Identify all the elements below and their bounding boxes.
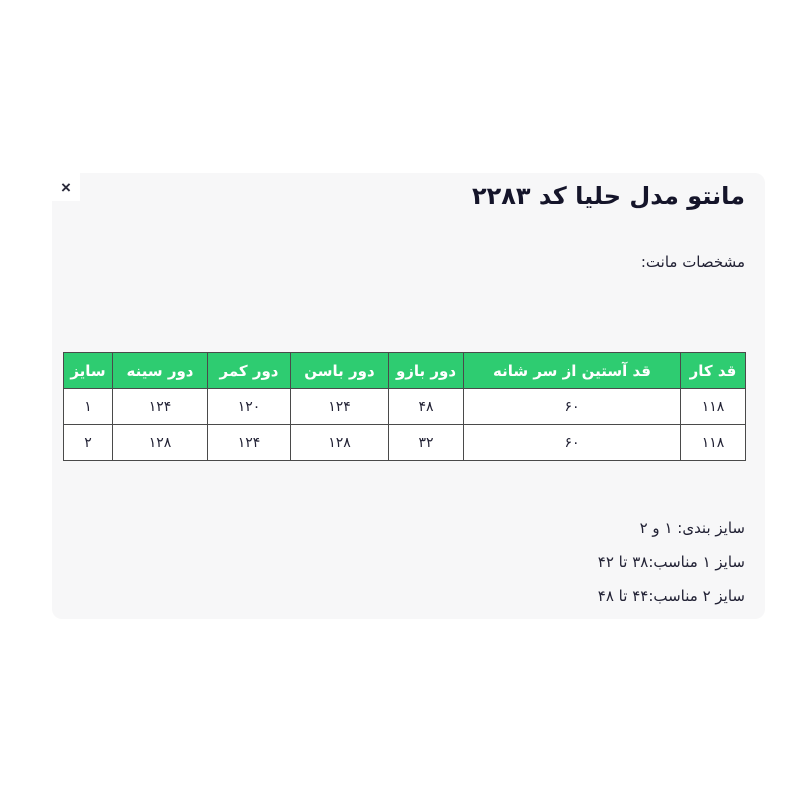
note-size-1-fit: سایز ۱ مناسب:۳۸ تا ۴۲ xyxy=(597,553,745,571)
column-header-work-length: قد کار xyxy=(681,353,746,389)
note-sizing-range: سایز بندی: ۱ و ۲ xyxy=(639,519,745,537)
note-size-2-fit: سایز ۲ مناسب:۴۴ تا ۴۸ xyxy=(597,587,745,605)
cell-size: ۱ xyxy=(64,389,113,425)
cell-sleeve-length: ۶۰ xyxy=(464,425,681,461)
column-header-sleeve-length: قد آستین از سر شانه xyxy=(464,353,681,389)
cell-work-length: ۱۱۸ xyxy=(681,425,746,461)
cell-sleeve-length: ۶۰ xyxy=(464,389,681,425)
product-title: مانتو مدل حلیا کد ۲۲۸۳ xyxy=(471,182,745,210)
column-header-size: سایز xyxy=(64,353,113,389)
cell-arm-circumference: ۳۲ xyxy=(389,425,464,461)
cell-hip-circumference: ۱۲۸ xyxy=(291,425,389,461)
cell-size: ۲ xyxy=(64,425,113,461)
cell-work-length: ۱۱۸ xyxy=(681,389,746,425)
specs-label: مشخصات مانت: xyxy=(640,253,745,271)
table-header-row xyxy=(64,353,746,389)
column-header-arm-circumference: دور بازو xyxy=(389,353,464,389)
cell-hip-circumference: ۱۲۴ xyxy=(291,389,389,425)
cell-waist-circumference: ۱۲۰ xyxy=(208,389,291,425)
cell-arm-circumference: ۴۸ xyxy=(389,389,464,425)
column-header-bust-circumference: دور سینه xyxy=(113,353,208,389)
column-header-waist-circumference: دور کمر xyxy=(208,353,291,389)
close-button[interactable] xyxy=(52,173,80,201)
cell-bust-circumference: ۱۲۸ xyxy=(113,425,208,461)
cell-bust-circumference: ۱۲۴ xyxy=(113,389,208,425)
size-chart-table xyxy=(63,352,746,461)
table-row-size-1 xyxy=(64,389,746,425)
cell-waist-circumference: ۱۲۴ xyxy=(208,425,291,461)
product-specs-modal xyxy=(52,173,765,619)
column-header-hip-circumference: دور باسن xyxy=(291,353,389,389)
close-icon: × xyxy=(61,177,71,197)
table-row-size-2 xyxy=(64,425,746,461)
sizing-notes xyxy=(92,511,745,613)
